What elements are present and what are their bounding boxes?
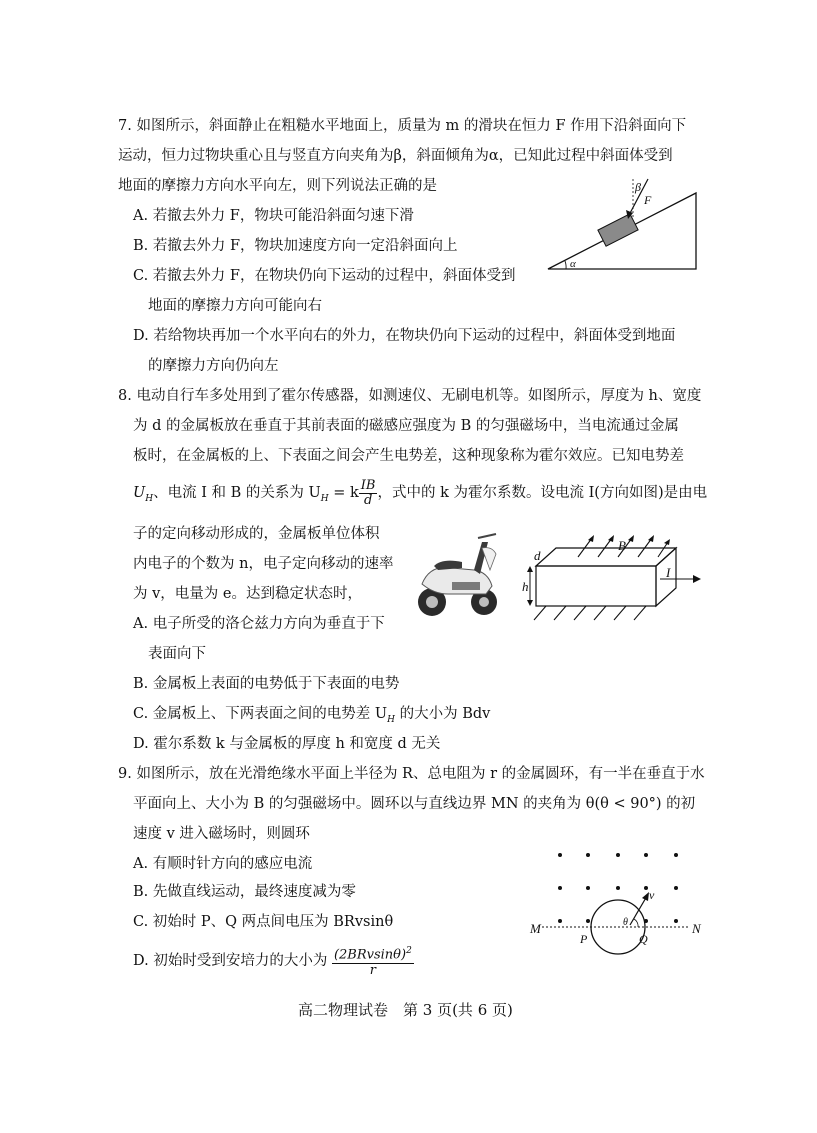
q8-hall-fraction: $\frac{IB}{d}$: [360, 477, 376, 508]
q7-stem-line2: 运动，恒力过物块重心且与竖直方向夹角为β，斜面倾角为α，已知此过程中斜面体受到: [118, 148, 673, 164]
q7-stem-line3: 地面的摩擦力方向水平向左，则下列说法正确的是: [118, 178, 437, 194]
q9-option-c: C. 初始时 P、Q 两点间电压为 BRvsinθ: [133, 914, 394, 930]
q7-option-a: A. 若撤去外力 F，物块可能沿斜面匀速下滑: [133, 208, 414, 224]
q7-stem-line1: 7. 如图所示，斜面静止在粗糙水平地面上，质量为 m 的滑块在恒力 F 作用下沿斜面向下: [118, 118, 687, 134]
q8-h-label: h: [522, 579, 529, 594]
q9-stem-line3: 速度 v 进入磁场时，则圆环: [133, 826, 310, 842]
q9-option-a: A. 有顺时针方向的感应电流: [133, 856, 313, 872]
q9-stem-line1: 9. 如图所示，放在光滑绝缘水平面上半径为 R、总电阻为 r 的金属圆环，有一半在垂直于水: [118, 766, 705, 782]
q9-ampere-force-fraction: $\frac{(2BRvsin\theta)^2}{r}$: [333, 946, 412, 978]
q7-alpha-label: α: [570, 258, 576, 270]
q7-option-b: B. 若撤去外力 F，物块加速度方向一定沿斜面向上: [133, 238, 458, 254]
q8-stem-line2: 为 d 的金属板放在垂直于其前表面的磁感应强度为 B 的匀强磁场中，当电流通过金属: [133, 418, 679, 434]
q8-stem-line1: 8. 电动自行车多处用到了霍尔传感器，如测速仪、无刷电机等。如图所示，厚度为 h、宽度: [118, 388, 702, 404]
q7-option-d-line1: D. 若给物块再加一个水平向右的外力，在物块仍向下运动的过程中，斜面体受到地面: [133, 328, 676, 344]
q8-B-label: B: [618, 538, 626, 553]
q8-stem-line7: 为 v，电量为 e。达到稳定状态时，: [133, 586, 362, 602]
q7-option-c-line1: C. 若撤去外力 F，在物块仍向下运动的过程中，斜面体受到: [133, 268, 516, 284]
q9-theta-label: θ: [623, 917, 628, 928]
q9-option-d: D. 初始时受到安培力的大小为 $\frac{(2BRvsin\theta)^2}{r}$: [133, 946, 412, 978]
q9-v-label: v: [649, 888, 655, 902]
q8-option-d: D. 霍尔系数 k 与金属板的厚度 h 和宽度 d 无关: [133, 736, 441, 752]
q9-option-b: B. 先做直线运动，最终速度减为零: [133, 884, 356, 900]
q8-option-c: C. 金属板上、下两表面之间的电势差 $U_H$ 的大小为 Bdv: [133, 706, 491, 725]
q8-stem-line3: 板时，在金属板的上、下表面之间会产生电势差，这种现象称为霍尔效应。已知电势差: [133, 448, 684, 464]
q8-option-b: B. 金属板上表面的电势低于下表面的电势: [133, 676, 400, 692]
q7-incline-diagram: [540, 175, 700, 275]
q7-option-d-line2: 的摩擦力方向仍向左: [148, 358, 279, 374]
q8-hall-plate-diagram: [518, 524, 708, 624]
q7-force-label: F: [644, 193, 652, 207]
q8-option-a-line2: 表面向下: [148, 646, 206, 662]
q7-beta-label: β: [635, 180, 641, 194]
q7-option-c-line2: 地面的摩擦力方向可能向右: [148, 298, 322, 314]
q9-Q-label: Q: [639, 932, 648, 946]
page-footer: 高二物理试卷 第 3 页(共 6 页): [298, 1001, 513, 1019]
q9-ring-magnetic-field-diagram: [526, 845, 716, 955]
q9-stem-line2: 平面向上、大小为 B 的匀强磁场中。圆环以与直线边界 MN 的夹角为 θ(θ < 90°) 的初: [133, 796, 696, 812]
q8-I-label: I: [666, 565, 671, 580]
q8-option-a-line1: A. 电子所受的洛仑兹力方向为垂直于下: [133, 616, 385, 632]
q9-M-label: M: [530, 921, 541, 936]
q8-stem-line5: 子的定向移动形成的，金属板单位体积: [133, 526, 380, 542]
q9-P-label: P: [580, 932, 588, 946]
q9-N-label: N: [692, 921, 701, 936]
q8-d-label: d: [534, 548, 541, 563]
q8-stem-line4: $U_H$、电流 I 和 B 的关系为 $U_H = k$ $\frac{IB}{d}$ ，式中的 k 为霍尔系数。设电流 I(方向如图)是由电: [133, 477, 708, 508]
electric-scooter-image: [412, 524, 504, 620]
q8-stem-line6: 内电子的个数为 n，电子定向移动的速率: [133, 556, 394, 572]
